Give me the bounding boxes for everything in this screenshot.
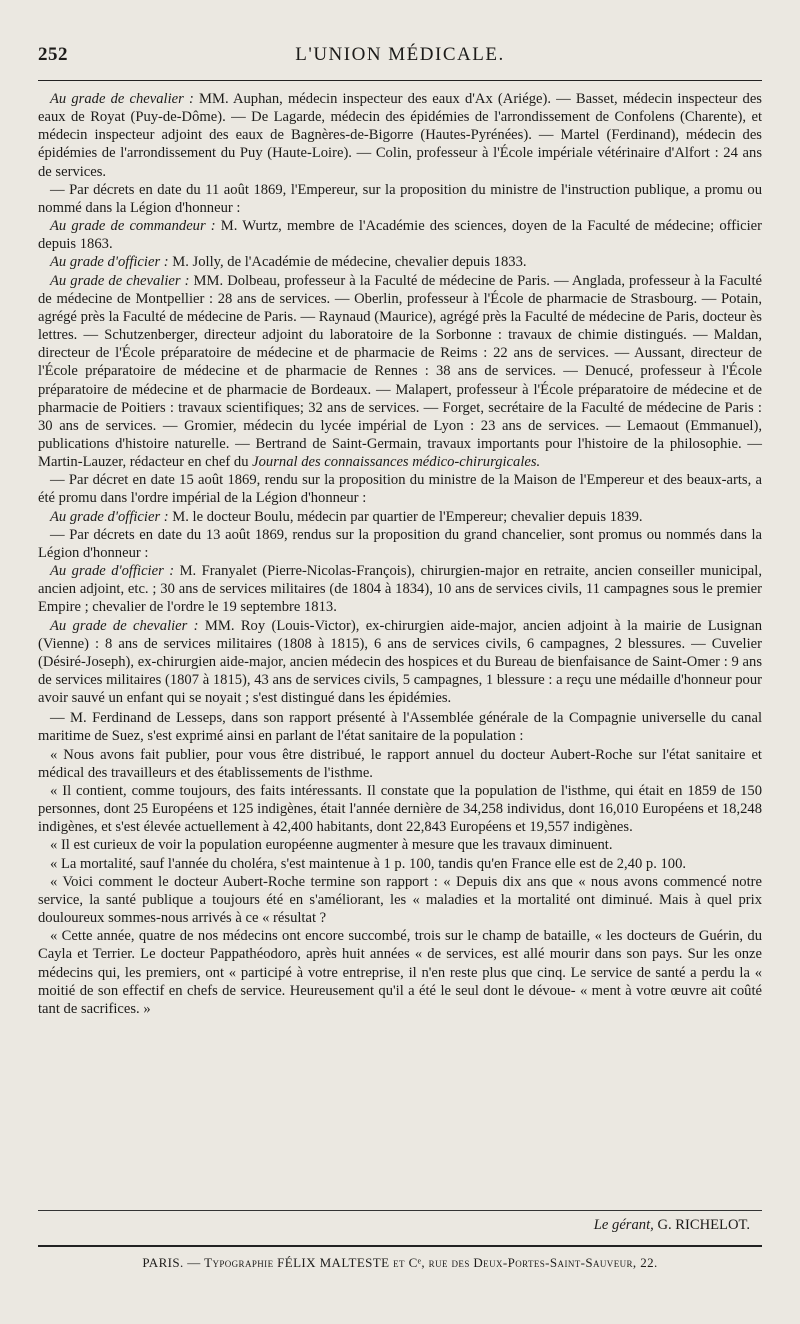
paragraph-text: — Par décret en date 15 août 1869, rendu sur la proposition du ministre de la Maison de l'Empereur et des beaux-arts, a été promu dans l'ordre impérial de la Légion d'honneur : (38, 472, 762, 507)
paragraph-text: M. Wurtz, membre de l'Académie des sciences, doyen de la Faculté de médecine; officier depuis 1863. (38, 218, 762, 253)
page-header (38, 40, 762, 74)
signature-label: Le gérant, (593, 1217, 654, 1233)
paragraph (38, 508, 762, 526)
paragraph-lead: Au grade de commandeur : (50, 218, 216, 235)
signature-name: G. RICHELOT. (657, 1217, 750, 1233)
paragraph-text: « Il est curieux de voir la population européenne augmenter à mesure que les travaux diminuent. (50, 837, 613, 854)
article-body (38, 90, 762, 1018)
paragraph (38, 181, 762, 217)
paragraph (38, 526, 762, 562)
quote-paragraph (38, 873, 762, 927)
paragraph-lead: Au grade de chevalier : (50, 617, 199, 634)
paragraph (38, 471, 762, 507)
paragraph-text: « Nous avons fait publier, pour vous être distribué, le rapport annuel du docteur Aubert-Roche sur l'état sanitaire et médical des travailleurs et des établissements de l'isthme. (38, 746, 762, 781)
running-title: L'UNION MÉDICALE. (295, 44, 505, 65)
paragraph (38, 562, 762, 616)
paragraph-text: « Voici comment le docteur Aubert-Roche termine son rapport : « Depuis dix ans que « nous avons commencé notre service, la santé publique a toujours été en s'améliorant, les « maladies et la mortalité ont diminué. Mais à quel prix douloureux sommes-nous arrivés à ce « résultat ? (38, 873, 762, 927)
quote-paragraph (38, 855, 762, 873)
paragraph-lead: Au grade de chevalier : (50, 272, 190, 289)
quote-paragraph (38, 746, 762, 782)
paragraph (38, 272, 762, 472)
paragraph-lead: Au grade d'officier : (50, 508, 169, 525)
paragraph-lead: Au grade de chevalier : (50, 91, 194, 107)
paragraph-lead: Au grade d'officier : (50, 254, 169, 271)
paragraph-text: « La mortalité, sauf l'année du choléra, s'est maintenue à 1 p. 100, tandis qu'en France elle est de 2,40 p. 100. (50, 855, 687, 872)
paragraph-text: MM. Auphan, médecin inspecteur des eaux d'Ax (Ariége). — Basset, médecin inspecteur des eaux de Royat (Puy-de-Dôme). — De Lagarde, médecin des épidémies de l'arrondissement de Confolens (Charente), et médecin inspecteur adjoint des eaux de Bagnères-de-Bigorre (Hautes-Pyrénées). — Martel (Ferdinand), médecin des épidémies de l'arrondissement du Puy (Haute-Loire). — Colin, professeur à l'École impériale vétérinaire d'Alfort : 24 ans de services. (38, 91, 762, 180)
paragraph-text: « Il contient, comme toujours, des faits intéressants. Il constate que la population de l'isthme, qui était en 1859 de 150 personnes, dont 25 Européens et 125 indigènes, était l'année dernière de 34,258 individus, dont 16,010 Européens et 18,248 indigènes, et s'est élevée actuellement à 42,400 habitants, dont 22,843 Européens et 19,557 indigènes. (38, 782, 762, 836)
paragraph (38, 617, 762, 708)
paragraph-text: MM. Roy (Louis-Victor), ex-chirurgien aide-major, ancien adjoint à la mairie de Lusignan (Vienne) : 8 ans de services militaires (1808 à 1815), 6 ans de services civils, 6 campagnes, 2 blessures. — Cuvelier (Désiré-Joseph), ex-chirurgien aide-major, ancien médecin des hospices et du Bureau de bienfaisance de Saint-Omer : 9 ans de services militaires (1807 à 1815), 43 ans de services civils, 5 campagnes, 1 blessure : a reçu une médaille d'honneur pour avoir sauvé un enfant qui se noyait ; s'est distingué dans les épidémies. (38, 617, 763, 707)
header-rule (38, 80, 762, 81)
imprint-rule (38, 1245, 762, 1247)
quote-paragraph (38, 782, 762, 836)
printer-imprint: PARIS. — Typographie FÉLIX MALTESTE et Cᵉ, rue des Deux-Portes-Saint-Sauveur, 22. (142, 1255, 658, 1270)
paragraph-text: M. le docteur Boulu, médecin par quartier de l'Empereur; chevalier depuis 1839. (168, 508, 643, 525)
paragraph-text: MM. Dolbeau, professeur à la Faculté de médecine de Paris. — Anglada, professeur à la Faculté de médecine de Montpellier : 28 ans de services. — Oberlin, professeur à l'École de pharmacie de Strasbourg. — Potain, agrégé près la Faculté de médecine de Paris. — Raynaud (Maurice), agrégé près la Faculté de médecine de Paris, docteur ès lettres. — Schutzenberger, directeur adjoint du laboratoire de la Sorbonne : travaux de chimie distingués. — Maldan, directeur de l'École préparatoire de médecine et de pharmacie de Reims : 22 ans de services. — Aussant, directeur de l'École préparatoire de médecine et de pharmacie de Rennes : 38 ans de services. — Denucé, professeur à l'École préparatoire de médecine et de pharmacie de Bordeaux. — Malapert, professeur à l'École préparatoire de médecine et de pharmacie de Poitiers : travaux scientifiques; 32 ans de services. — Forget, secrétaire de la Faculté de médecine de Paris : 30 ans de services. — Gromier, médecin du lycée impérial de Lyon : 23 ans de services. — Lemaout (Emmanuel), publications d'histoire naturelle. — Bertrand de Saint-Germain, travaux importants pour l'histoire de la philosophie. — Martin-Lauzer, rédacteur en chef du (38, 272, 763, 471)
paragraph (38, 90, 762, 181)
paragraph-text: — Par décrets en date du 13 août 1869, rendus sur la proposition du grand chancelier, sont promus ou nommés dans la Légion d'honneur : (38, 526, 762, 561)
paragraph-text: M. Jolly, de l'Académie de médecine, chevalier depuis 1833. (168, 254, 527, 271)
quote-paragraph (38, 836, 762, 854)
paragraph-lead: Au grade d'officier : (50, 563, 175, 580)
paragraph (38, 217, 762, 253)
signature (594, 1217, 750, 1234)
paragraph-text: — Par décrets en date du 11 août 1869, l'Empereur, sur la proposition du ministre de l'instruction publique, a promu ou nommé dans la Légion d'honneur : (38, 181, 762, 216)
page-number: 252 (38, 44, 68, 65)
quote-paragraph (38, 927, 762, 1018)
journal-title: Journal des connaissances médico-chirurgicales. (252, 454, 541, 471)
paragraph-text: — M. Ferdinand de Lesseps, dans son rapport présenté à l'Assemblée générale de la Compagnie universelle du canal maritime de Suez, s'est exprimé ainsi en parlant de l'état sanitaire de la population : (38, 710, 762, 745)
paragraph-text: M. Franyalet (Pierre-Nicolas-François), chirurgien-major en retraite, ancien conseiller municipal, ancien adjoint, etc. ; 30 ans de services militaires (de 1804 à 1834), 10 ans de services civils, 11 campagnes sous le premier Empire ; chevalier de l'ordre le 19 septembre 1813. (38, 563, 762, 616)
paragraph (38, 709, 762, 745)
paragraph-text: « Cette année, quatre de nos médecins ont encore succombé, trois sur le champ de bataille, « les docteurs de Guérin, du Cayla et Terrier. Le docteur Pappathéodoro, après huit années « de services, est allé mourir dans son pays. Sur les onze médecins qui, les premiers, ont « participé à votre entreprise, il n'en reste plus que cinq. Le service de santé a perdu la « moitié de son effectif en chefs de service. Heureusement qu'il a été le seul dont le dévoue- « ment à votre œuvre ait coûté tant de sacrifices. » (38, 928, 762, 1017)
paragraph (38, 253, 762, 271)
footer-rule (38, 1210, 762, 1211)
